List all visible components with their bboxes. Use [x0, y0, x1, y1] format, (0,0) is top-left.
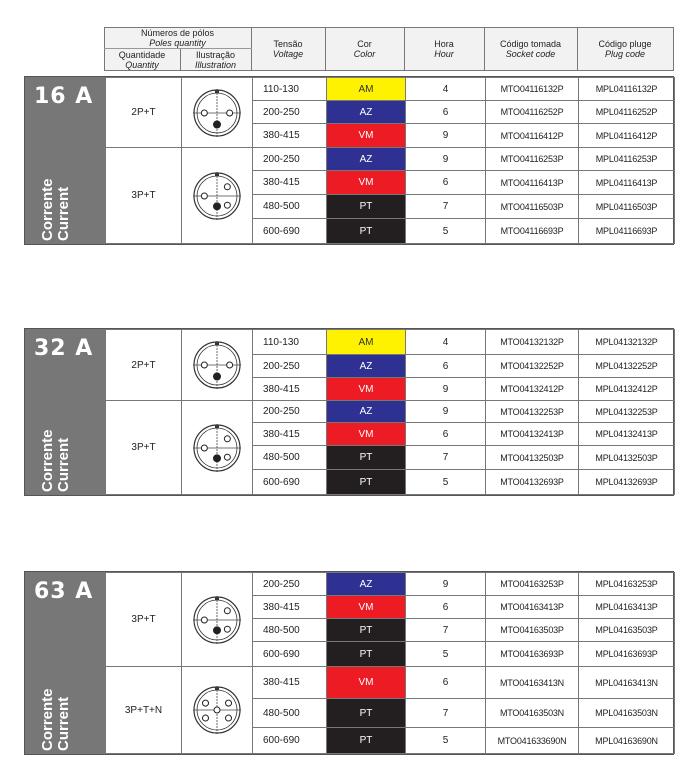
- header-plug-pt: Código pluge: [598, 39, 652, 49]
- hour-cell: 7: [406, 446, 486, 470]
- table-row: [26, 330, 675, 355]
- illustration-cell: [182, 330, 253, 401]
- socket-code-cell: MTO04132693P: [486, 470, 579, 495]
- plug-code-cell: MPL04116252P: [579, 101, 675, 124]
- plug-code-cell: MPL04116253P: [579, 148, 675, 171]
- section-table: [25, 572, 675, 754]
- plug-code-cell: MPL04132252P: [579, 355, 675, 378]
- header-voltage-pt: Tensão: [273, 39, 303, 49]
- header-color: [325, 28, 404, 71]
- 3p-t-plug-icon: [182, 170, 252, 222]
- current-label-pt: Corrente: [39, 688, 56, 751]
- voltage-cell: 110-130: [253, 78, 327, 101]
- hour-cell: 6: [406, 171, 486, 195]
- header-color-pt: Cor: [357, 39, 372, 49]
- voltage-cell: 200-250: [253, 401, 327, 423]
- current-label-en: Current: [55, 186, 72, 241]
- header-socket-en: Socket code: [505, 49, 556, 59]
- header-poles: [104, 28, 251, 49]
- header-hour-pt: Hora: [434, 39, 454, 49]
- table-row: [26, 78, 675, 101]
- header-quantity-en: Quantity: [125, 59, 159, 70]
- table-63a: [24, 571, 674, 755]
- socket-code-cell: MTO04163503P: [486, 619, 579, 642]
- illustration-cell: [182, 667, 253, 754]
- voltage-cell: 600-690: [253, 219, 327, 244]
- hour-cell: 5: [406, 219, 486, 244]
- hour-cell: 4: [406, 78, 486, 101]
- socket-code-cell: MTO04132413P: [486, 423, 579, 446]
- plug-code-cell: MPL04116693P: [579, 219, 675, 244]
- voltage-cell: 380-415: [253, 667, 327, 699]
- color-cell: VM: [327, 596, 406, 619]
- color-cell: AZ: [327, 148, 406, 171]
- plug-code-cell: MPL04163503P: [579, 619, 675, 642]
- current-label-pt: Corrente: [39, 429, 56, 492]
- plug-code-cell: MPL04116503P: [579, 195, 675, 219]
- hour-cell: 9: [406, 378, 486, 401]
- hour-cell: 6: [406, 596, 486, 619]
- socket-code-cell: MTO041633690N: [486, 728, 579, 754]
- header-poles-en: Poles quantity: [149, 38, 206, 48]
- current-label-en: Current: [55, 437, 72, 492]
- color-cell: VM: [327, 124, 406, 148]
- color-cell: VM: [327, 171, 406, 195]
- 2p-t-plug-icon: [182, 339, 252, 391]
- plug-code-cell: MPL04116412P: [579, 124, 675, 148]
- hour-cell: 7: [406, 699, 486, 728]
- color-cell: PT: [327, 642, 406, 667]
- socket-code-cell: MTO04163413P: [486, 596, 579, 619]
- illustration-cell: [182, 573, 253, 667]
- hour-cell: 5: [406, 642, 486, 667]
- hour-cell: 5: [406, 470, 486, 495]
- header-spacer: [24, 28, 104, 71]
- socket-code-cell: MTO04163253P: [486, 573, 579, 596]
- header-illustration-pt: Ilustração: [195, 49, 236, 60]
- header-illustration: [180, 49, 251, 71]
- plug-code-cell: MPL04163253P: [579, 573, 675, 596]
- plug-code-cell: MPL04163693P: [579, 642, 675, 667]
- color-cell: AZ: [327, 355, 406, 378]
- illustration-cell: [182, 78, 253, 148]
- 3p-t-plug-icon: [182, 594, 252, 646]
- plug-code-cell: MPL04163690N: [579, 728, 675, 754]
- color-cell: AZ: [327, 101, 406, 124]
- hour-cell: 4: [406, 330, 486, 355]
- color-cell: AZ: [327, 573, 406, 596]
- hour-cell: 6: [406, 355, 486, 378]
- hour-cell: 9: [406, 148, 486, 171]
- voltage-cell: 480-500: [253, 195, 327, 219]
- voltage-cell: 200-250: [253, 573, 327, 596]
- hour-cell: 9: [406, 401, 486, 423]
- socket-code-cell: MTO04116693P: [486, 219, 579, 244]
- header-socket-pt: Código tomada: [499, 39, 562, 49]
- color-cell: PT: [327, 219, 406, 244]
- header-poles-pt: Números de pólos: [140, 28, 215, 38]
- hour-cell: 6: [406, 101, 486, 124]
- voltage-cell: 600-690: [253, 642, 327, 667]
- voltage-cell: 380-415: [253, 171, 327, 195]
- current-side-label: [26, 573, 106, 754]
- socket-code-cell: MTO04132412P: [486, 378, 579, 401]
- current-vertical-label: [39, 688, 72, 751]
- hour-cell: 7: [406, 619, 486, 642]
- poles-quantity: 2P+T: [106, 78, 182, 148]
- section-table: [25, 77, 675, 244]
- hour-cell: 9: [406, 124, 486, 148]
- socket-code-cell: MTO04116253P: [486, 148, 579, 171]
- socket-code-cell: MTO04116413P: [486, 171, 579, 195]
- color-cell: PT: [327, 619, 406, 642]
- hour-cell: 7: [406, 195, 486, 219]
- plug-code-cell: MPL04163413P: [579, 596, 675, 619]
- socket-code-cell: MTO04132252P: [486, 355, 579, 378]
- hour-cell: 9: [406, 573, 486, 596]
- socket-code-cell: MTO04163693P: [486, 642, 579, 667]
- current-side-label: [26, 330, 106, 495]
- header-voltage: [251, 28, 325, 71]
- socket-code-cell: MTO04163503N: [486, 699, 579, 728]
- voltage-cell: 200-250: [253, 101, 327, 124]
- voltage-cell: 480-500: [253, 619, 327, 642]
- voltage-cell: 600-690: [253, 470, 327, 495]
- voltage-cell: 480-500: [253, 446, 327, 470]
- poles-quantity: 3P+T: [106, 401, 182, 495]
- poles-quantity: 3P+T+N: [106, 667, 182, 754]
- header-quantity-pt: Quantidade: [118, 49, 166, 60]
- header-hour-en: Hour: [434, 49, 454, 59]
- current-side-label: [26, 78, 106, 244]
- color-cell: PT: [327, 699, 406, 728]
- color-cell: PT: [327, 446, 406, 470]
- socket-code-cell: MTO04132503P: [486, 446, 579, 470]
- color-cell: AZ: [327, 401, 406, 423]
- voltage-cell: 380-415: [253, 378, 327, 401]
- voltage-cell: 480-500: [253, 699, 327, 728]
- color-cell: PT: [327, 195, 406, 219]
- plug-code-cell: MPL04132693P: [579, 470, 675, 495]
- current-label-en: Current: [55, 696, 72, 751]
- header-plug-code: [577, 28, 673, 71]
- hour-cell: 6: [406, 423, 486, 446]
- color-cell: VM: [327, 423, 406, 446]
- current-rating: 32 A: [34, 336, 94, 361]
- header-hour: [404, 28, 484, 71]
- table-row: [26, 148, 675, 171]
- current-rating: 16 A: [34, 84, 94, 109]
- plug-code-cell: MPL04132503P: [579, 446, 675, 470]
- socket-code-cell: MTO04116252P: [486, 101, 579, 124]
- socket-code-cell: MTO04132253P: [486, 401, 579, 423]
- voltage-cell: 380-415: [253, 124, 327, 148]
- 3p-t-plug-icon: [182, 422, 252, 474]
- color-cell: VM: [327, 667, 406, 699]
- voltage-cell: 380-415: [253, 423, 327, 446]
- color-cell: PT: [327, 728, 406, 754]
- hour-cell: 5: [406, 728, 486, 754]
- poles-quantity: 3P+T: [106, 573, 182, 667]
- color-cell: PT: [327, 470, 406, 495]
- voltage-cell: 600-690: [253, 728, 327, 754]
- color-cell: VM: [327, 378, 406, 401]
- socket-code-cell: MTO04116503P: [486, 195, 579, 219]
- table-32a: [24, 328, 674, 496]
- current-vertical-label: [39, 178, 72, 241]
- color-cell: AM: [327, 330, 406, 355]
- header-voltage-en: Voltage: [272, 49, 304, 59]
- plug-code-cell: MPL04163413N: [579, 667, 675, 699]
- hour-cell: 6: [406, 667, 486, 699]
- plug-code-cell: MPL04163503N: [579, 699, 675, 728]
- socket-code-cell: MTO04132132P: [486, 330, 579, 355]
- header-illustration-en: Illustration: [194, 59, 237, 70]
- table-row: [26, 667, 675, 699]
- poles-quantity: 2P+T: [106, 330, 182, 401]
- plug-code-cell: MPL04116132P: [579, 78, 675, 101]
- current-vertical-label: [39, 429, 72, 492]
- header-socket-code: [484, 28, 577, 71]
- socket-code-cell: MTO04116132P: [486, 78, 579, 101]
- voltage-cell: 380-415: [253, 596, 327, 619]
- table-row: [26, 401, 675, 423]
- illustration-cell: [182, 148, 253, 244]
- illustration-cell: [182, 401, 253, 495]
- section-table: [25, 329, 675, 495]
- plug-code-cell: MPL04132412P: [579, 378, 675, 401]
- current-rating: 63 A: [34, 579, 94, 604]
- voltage-cell: 200-250: [253, 148, 327, 171]
- plug-code-cell: MPL04132253P: [579, 401, 675, 423]
- header-plug-en: Plug code: [605, 49, 646, 59]
- socket-code-cell: MTO04163413N: [486, 667, 579, 699]
- table-16a: [24, 76, 674, 245]
- table-row: [26, 573, 675, 596]
- poles-quantity: 3P+T: [106, 148, 182, 244]
- header-quantity: [104, 49, 180, 71]
- socket-code-cell: MTO04116412P: [486, 124, 579, 148]
- table-header: [24, 27, 674, 71]
- plug-code-cell: MPL04132132P: [579, 330, 675, 355]
- voltage-cell: 110-130: [253, 330, 327, 355]
- color-cell: AM: [327, 78, 406, 101]
- 2p-t-plug-icon: [182, 87, 252, 139]
- 3p-t-n-plug-icon: [182, 684, 252, 736]
- plug-code-cell: MPL04132413P: [579, 423, 675, 446]
- current-label-pt: Corrente: [39, 178, 56, 241]
- plug-code-cell: MPL04116413P: [579, 171, 675, 195]
- header-color-en: Color: [353, 49, 376, 59]
- voltage-cell: 200-250: [253, 355, 327, 378]
